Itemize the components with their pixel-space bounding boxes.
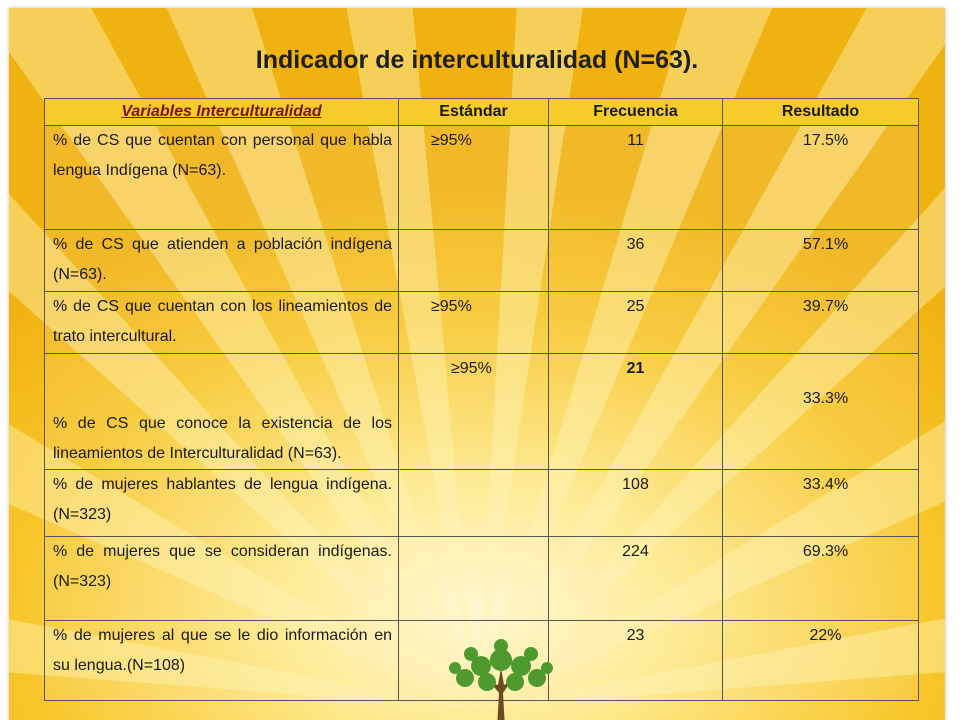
- tree-icon: [441, 638, 561, 720]
- row-standard: [399, 470, 549, 537]
- header-standard: Estándar: [399, 99, 549, 126]
- row-result: 22%: [723, 621, 919, 701]
- row-result: 33.4%: [723, 470, 919, 537]
- row-result: 57.1%: [723, 230, 919, 292]
- table-row: [45, 470, 919, 537]
- row-frequency: 11: [549, 126, 723, 230]
- header-result: Resultado: [723, 99, 919, 126]
- row-variable: % de mujeres al que se le dio información en su lengua.(N=108): [45, 621, 399, 701]
- row-result: 33.3%: [723, 354, 919, 470]
- table-row: [45, 537, 919, 621]
- row-standard: ≥95%: [399, 354, 549, 470]
- row-result: 39.7%: [723, 292, 919, 354]
- row-frequency: 108: [549, 470, 723, 537]
- header-frequency: Frecuencia: [549, 99, 723, 126]
- row-variable: % de CS que conoce la existencia de los lineamientos de Interculturalidad (N=63).: [45, 354, 399, 470]
- row-variable: % de CS que atienden a población indígena (N=63).: [45, 230, 399, 292]
- slide: [9, 8, 945, 720]
- indicator-table: [44, 98, 919, 701]
- row-frequency: 25: [549, 292, 723, 354]
- row-frequency: 224: [549, 537, 723, 621]
- header-variable: Variables Interculturalidad: [45, 99, 399, 126]
- row-frequency: 36: [549, 230, 723, 292]
- row-variable: % de CS que cuentan con los lineamientos de trato intercultural.: [45, 292, 399, 354]
- table-row: [45, 292, 919, 354]
- table-row: [45, 126, 919, 230]
- row-standard: ≥95%: [399, 292, 549, 354]
- page-title: Indicador de interculturalidad (N=63).: [255, 46, 699, 74]
- row-variable: % de mujeres que se consideran indígenas. (N=323): [45, 537, 399, 621]
- row-frequency: 21: [549, 354, 723, 470]
- row-frequency: 23: [549, 621, 723, 701]
- row-standard: [399, 230, 549, 292]
- row-standard: ≥95%: [399, 126, 549, 230]
- row-variable: % de CS que cuentan con personal que habla lengua Indígena (N=63).: [45, 126, 399, 230]
- row-result: 69.3%: [723, 537, 919, 621]
- row-variable: % de mujeres hablantes de lengua indígena. (N=323): [45, 470, 399, 537]
- table-row: [45, 354, 919, 470]
- table-row: [45, 230, 919, 292]
- row-result: 17.5%: [723, 126, 919, 230]
- table-header-row: [45, 99, 919, 126]
- row-standard: [399, 537, 549, 621]
